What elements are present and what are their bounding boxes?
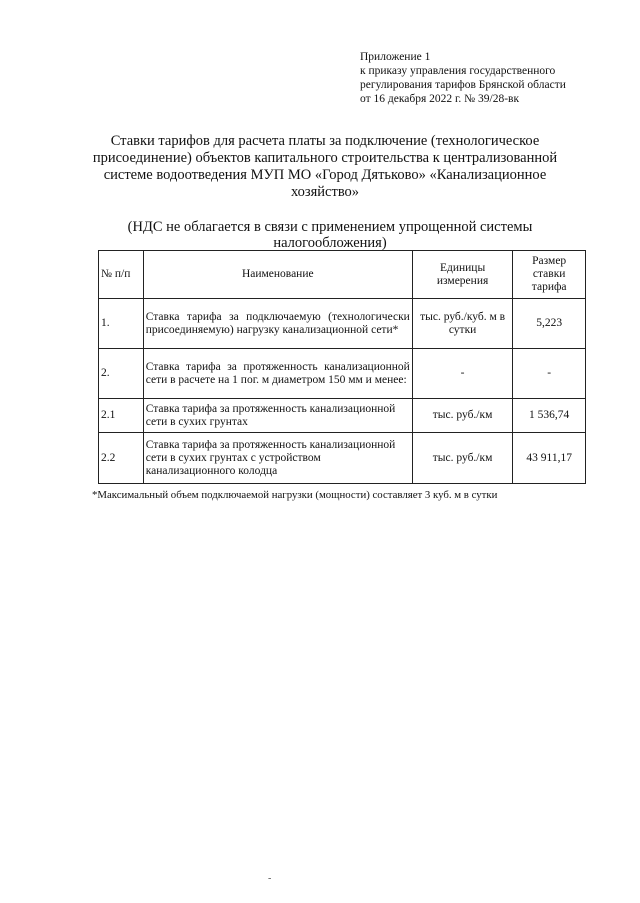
row-rate: 5,223 [513, 299, 586, 349]
appendix-line: регулирования тарифов Брянской области [360, 79, 566, 91]
row-num: 2. [99, 349, 144, 399]
appendix-reference [360, 50, 566, 106]
row-name: Ставка тарифа за протяженность канализационной сети в сухих грунтах [143, 399, 412, 433]
header-units: Единицы измерения [412, 251, 513, 299]
page-mark: - [268, 873, 272, 884]
document-title [90, 133, 560, 201]
row-units: тыс. руб./куб. м в сутки [412, 299, 513, 349]
row-name: Ставка тарифа за подключаемую (технологически присоединяемую) нагрузку канализационной сети* [143, 299, 412, 349]
row-units: тыс. руб./км [412, 399, 513, 433]
title-line: присоединение) объектов капитального строительства к централизованной [92, 150, 558, 166]
title-line: Ставки тарифов для расчета платы за подключение (технологическое [110, 133, 540, 149]
vat-line: (НДС не облагается в связи с применением упрощенной системы [127, 219, 533, 235]
title-line: системе водоотведения МУП МО «Город Дятьково» «Канализационное [103, 167, 547, 183]
row-name: Ставка тарифа за протяженность канализационной сети в расчете на 1 пог. м диаметром 150 мм и менее: [143, 349, 412, 399]
row-units: - [412, 349, 513, 399]
tariff-table [98, 250, 586, 484]
row-units: тыс. руб./км [412, 433, 513, 484]
table-row [99, 399, 586, 433]
row-num: 2.1 [99, 399, 144, 433]
footnote: *Максимальный объем подключаемой нагрузки (мощности) составляет 3 куб. м в сутки [92, 489, 498, 501]
appendix-line: Приложение 1 [360, 51, 431, 63]
table-row [99, 433, 586, 484]
vat-note [95, 219, 565, 251]
row-name: Ставка тарифа за протяженность канализационной сети в сухих грунтах с устройством канализационного колодца [143, 433, 412, 484]
header-num: № п/п [99, 251, 144, 299]
title-line: хозяйство» [290, 184, 360, 200]
table-header-row [99, 251, 586, 299]
table-row [99, 299, 586, 349]
appendix-line: к приказу управления государственного [360, 65, 556, 77]
row-num: 2.2 [99, 433, 144, 484]
row-rate: - [513, 349, 586, 399]
row-num: 1. [99, 299, 144, 349]
row-rate: 43 911,17 [513, 433, 586, 484]
header-rate: Размер ставки тарифа [513, 251, 586, 299]
row-rate: 1 536,74 [513, 399, 586, 433]
header-name: Наименование [143, 251, 412, 299]
appendix-line: от 16 декабря 2022 г. № 39/28-вк [360, 93, 520, 105]
vat-line: налогообложения) [273, 235, 387, 251]
table-row [99, 349, 586, 399]
